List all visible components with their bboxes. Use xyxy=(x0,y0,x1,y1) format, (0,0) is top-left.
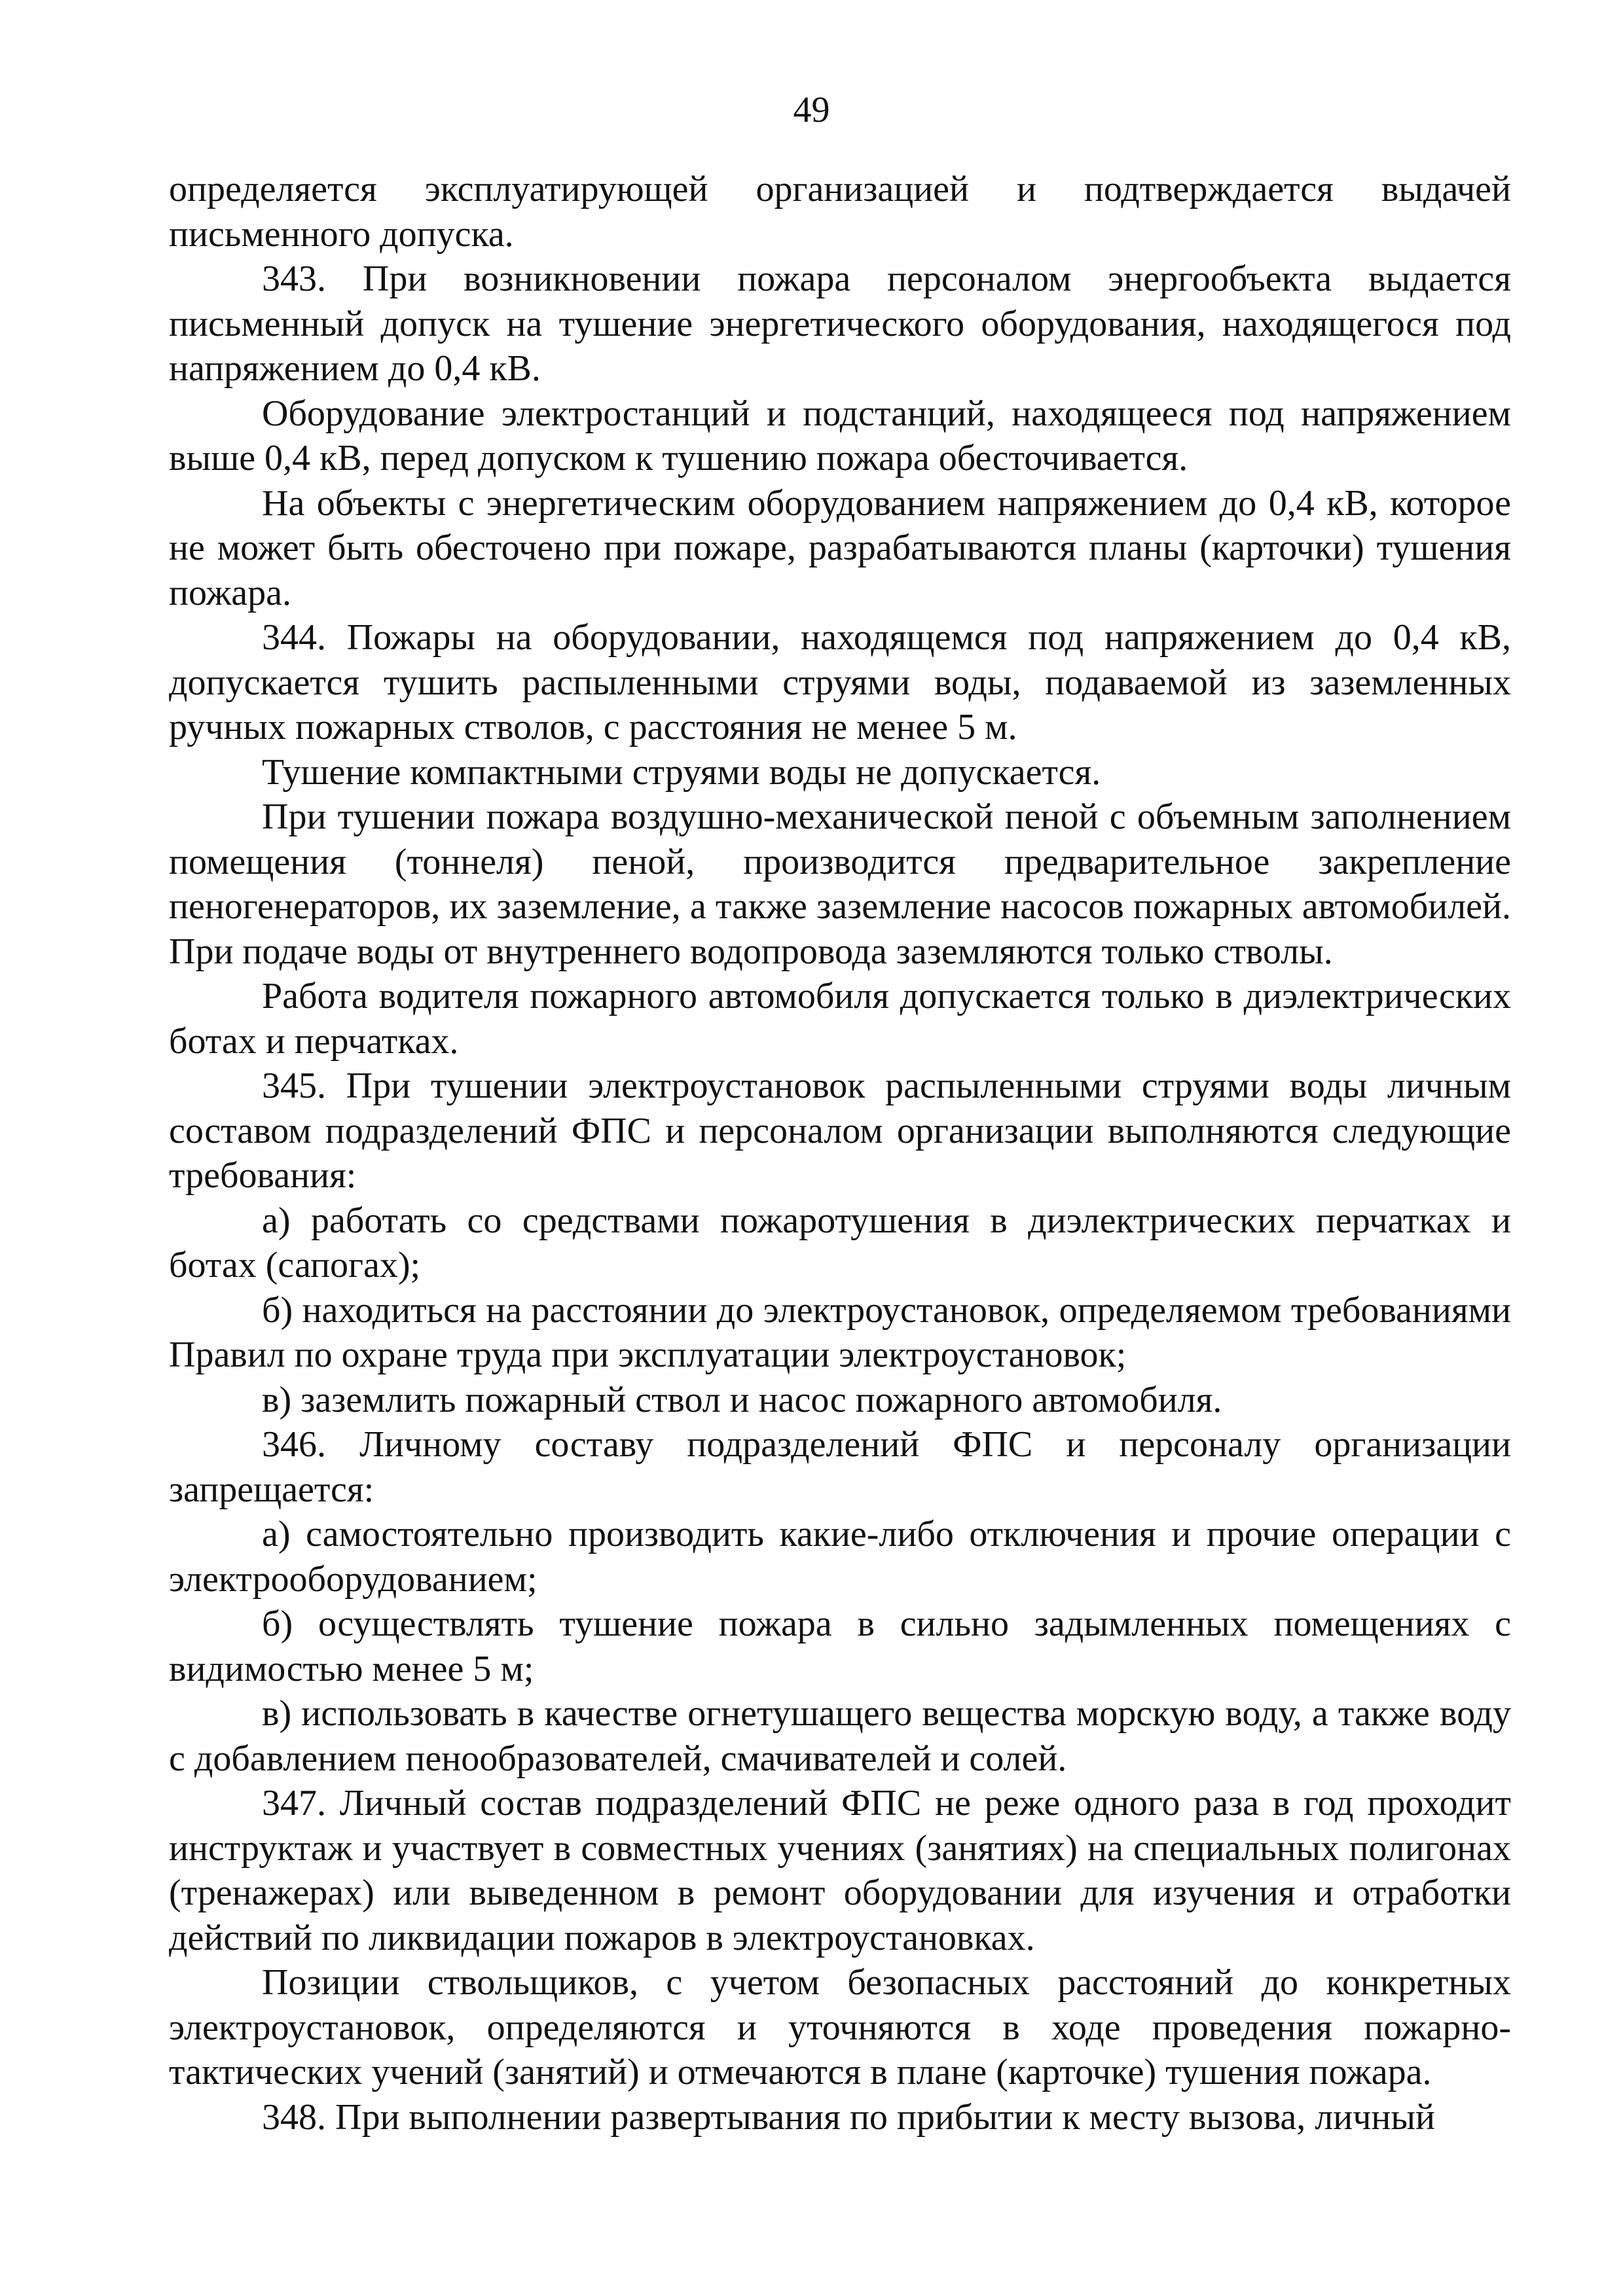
paragraph-nozzle-positions: Позиции ствольщиков, с учетом безопасных расстояний до конкретных электроустановок, определяются и уточняются в ходе проведения пожарно-тактических учений (занятий) и отмечаются в плане (карточке) тушения пожара. xyxy=(169,1962,1511,2092)
page-number: 49 xyxy=(793,90,830,130)
paragraph-continuation: определяется эксплуатирующей организацией и подтверждается выдачей письменного допуска. xyxy=(169,169,1511,255)
list-item-345-v: в) заземлить пожарный ствол и насос пожарного автомобиля. xyxy=(262,1379,1222,1420)
paragraph-fire-plans: На объекты с энергетическим оборудованием напряжением до 0,4 кВ, которое не может быть обесточено при пожаре, разрабатываются планы (карточки) тушения пожара. xyxy=(169,482,1511,613)
paragraph-driver: Работа водителя пожарного автомобиля допускается только в диэлектрических ботах и перчатках. xyxy=(169,976,1511,1062)
paragraph-compact-jets: Тушение компактными струями воды не допускается. xyxy=(262,751,1101,793)
paragraph-348: 348. При выполнении развертывания по прибытии к месту вызова, личный xyxy=(262,2096,1435,2138)
paragraph-345: 345. При тушении электроустановок распыленными струями воды личным составом подразделений ФПС и персоналом организации выполняются следующие требования: xyxy=(169,1066,1511,1196)
list-item-346-a: а) самостоятельно производить какие-либо отключения и прочие операции с электрооборудованием; xyxy=(169,1514,1511,1600)
document-body xyxy=(169,167,1511,2140)
list-item-345-a: а) работать со средствами пожаротушения в диэлектрических перчатках и ботах (сапогах); xyxy=(169,1200,1511,1285)
paragraph-343: 343. При возникновении пожара персоналом энергообъекта выдается письменный допуск на тушение энергетического оборудования, находящегося под напряжением до 0,4 кВ. xyxy=(169,259,1511,389)
list-item-346-v: в) использовать в качестве огнетушащего вещества морскую воду, а также воду с добавлением пенообразователей, смачивателей и солей. xyxy=(169,1693,1511,1779)
paragraph-equipment-above-0-4kv: Оборудование электростанций и подстанций, находящееся под напряжением выше 0,4 кВ, перед допуском к тушению пожара обесточивается. xyxy=(169,393,1511,478)
paragraph-foam: При тушении пожара воздушно-механической пеной с объемным заполнением помещения (тоннеля) пеной, производится предварительное закрепление пеногенераторов, их заземление, а также заземление насосов пожарных автомобилей. При подаче воды от внутреннего водопровода заземляются только стволы. xyxy=(169,797,1511,972)
list-item-345-b: б) находиться на расстоянии до электроустановок, определяемом требованиями Правил по охране труда при эксплуатации электроустановок; xyxy=(169,1289,1511,1375)
paragraph-344: 344. Пожары на оборудовании, находящемся под напряжением до 0,4 кВ, допускается тушить распыленными струями воды, подаваемой из заземленных ручных пожарных стволов, с расстояния не менее 5 м. xyxy=(169,617,1511,747)
paragraph-347: 347. Личный состав подразделений ФПС не реже одного раза в год проходит инструктаж и участвует в совместных учениях (занятиях) на специальных полигонах (тренажерах) или выведенном в ремонт оборудовании для изучения и отработки действий по ликвидации пожаров в электроустановках. xyxy=(169,1783,1511,1958)
paragraph-346: 346. Личному составу подразделений ФПС и персоналу организации запрещается: xyxy=(169,1424,1511,1510)
list-item-346-b: б) осуществлять тушение пожара в сильно задымленных помещениях с видимостью менее 5 м; xyxy=(169,1604,1511,1689)
